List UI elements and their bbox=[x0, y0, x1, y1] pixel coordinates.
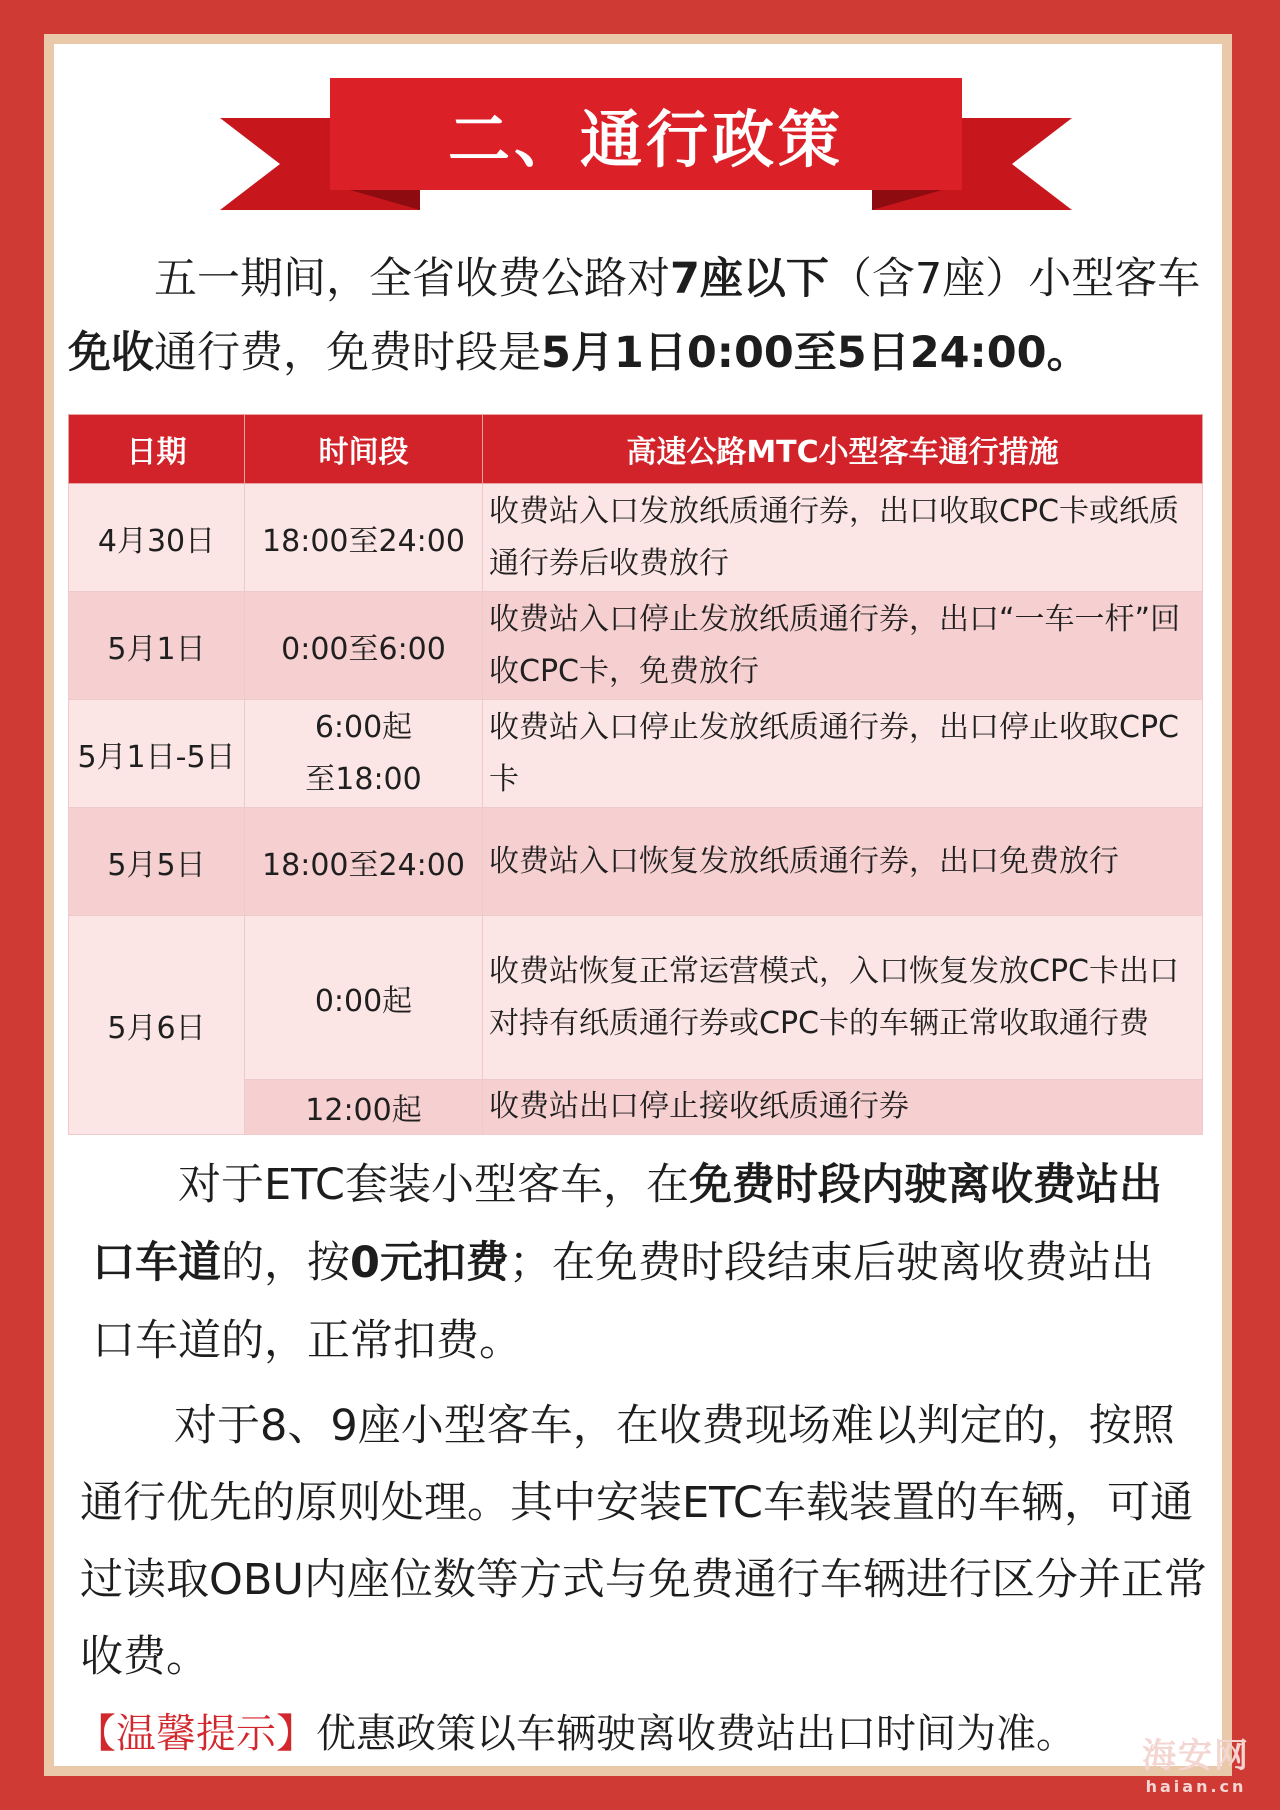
cell-time: 12:00起 bbox=[245, 1080, 483, 1135]
cell-date: 5月1日 bbox=[69, 592, 245, 700]
header-measure: 高速公路MTC小型客车通行措施 bbox=[483, 415, 1203, 484]
warm-tip bbox=[76, 1702, 1076, 1759]
cell-time: 0:00至6:00 bbox=[245, 592, 483, 700]
cell-measure: 收费站入口停止发放纸质通行券，出口停止收取CPC卡 bbox=[483, 700, 1203, 808]
header-time: 时间段 bbox=[245, 415, 483, 484]
table-row bbox=[69, 592, 1203, 700]
cell-date: 5月6日 bbox=[69, 916, 245, 1135]
cell-time: 18:00至24:00 bbox=[245, 808, 483, 916]
table-row bbox=[69, 808, 1203, 916]
cell-date: 5月5日 bbox=[69, 808, 245, 916]
header-date: 日期 bbox=[69, 415, 245, 484]
title-ribbon bbox=[220, 78, 1072, 218]
tip-text: 优惠政策以车辆驶离收费站出口时间为准。 bbox=[316, 1711, 1076, 1757]
table-row bbox=[69, 484, 1203, 592]
policy-table bbox=[68, 414, 1203, 1135]
page-title: 二、通行政策 bbox=[447, 102, 844, 176]
tip-tag: 【温馨提示】 bbox=[76, 1711, 316, 1757]
cell-time: 18:00至24:00 bbox=[245, 484, 483, 592]
etc-paragraph: 对于ETC套装小型客车，在免费时段内驶离收费站出口车道的，按0元扣费；在免费时段结束后驶离收费站出口车道的，正常扣费。 bbox=[92, 1160, 1162, 1366]
seats-paragraph: 对于8、9座小型客车，在收费现场难以判定的，按照通行优先的原则处理。其中安装ETC车载装置的车辆，可通过读取OBU内座位数等方式与免费通行车辆进行区分并正常收费。 bbox=[80, 1401, 1207, 1682]
table-row bbox=[69, 700, 1203, 808]
cell-date: 4月30日 bbox=[69, 484, 245, 592]
cell-date: 5月1日-5日 bbox=[69, 700, 245, 808]
cell-measure: 收费站恢复正常运营模式，入口恢复发放CPC卡出口对持有纸质通行券或CPC卡的车辆正常收取通行费 bbox=[483, 916, 1203, 1080]
cell-measure: 收费站入口发放纸质通行券，出口收取CPC卡或纸质通行券后收费放行 bbox=[483, 484, 1203, 592]
cell-time bbox=[245, 700, 483, 808]
cell-time-end: 至18:00 bbox=[305, 761, 422, 797]
cell-time: 0:00起 bbox=[245, 916, 483, 1080]
cell-measure: 收费站入口停止发放纸质通行券，出口“一车一杆”回收CPC卡，免费放行 bbox=[483, 592, 1203, 700]
cell-measure: 收费站出口停止接收纸质通行券 bbox=[483, 1080, 1203, 1135]
site-watermark: 海安网 haian.cn bbox=[1142, 1736, 1250, 1796]
cell-measure: 收费站入口恢复发放纸质通行券，出口免费放行 bbox=[483, 808, 1203, 916]
table-header-row bbox=[69, 415, 1203, 484]
intro-paragraph: 五一期间，全省收费公路对7座以下（含7座）小型客车免收通行费，免费时段是5月1日0:00至5日24:00。 bbox=[68, 254, 1201, 378]
table-row bbox=[69, 916, 1203, 1080]
cell-time-start: 6:00起 bbox=[314, 709, 413, 745]
